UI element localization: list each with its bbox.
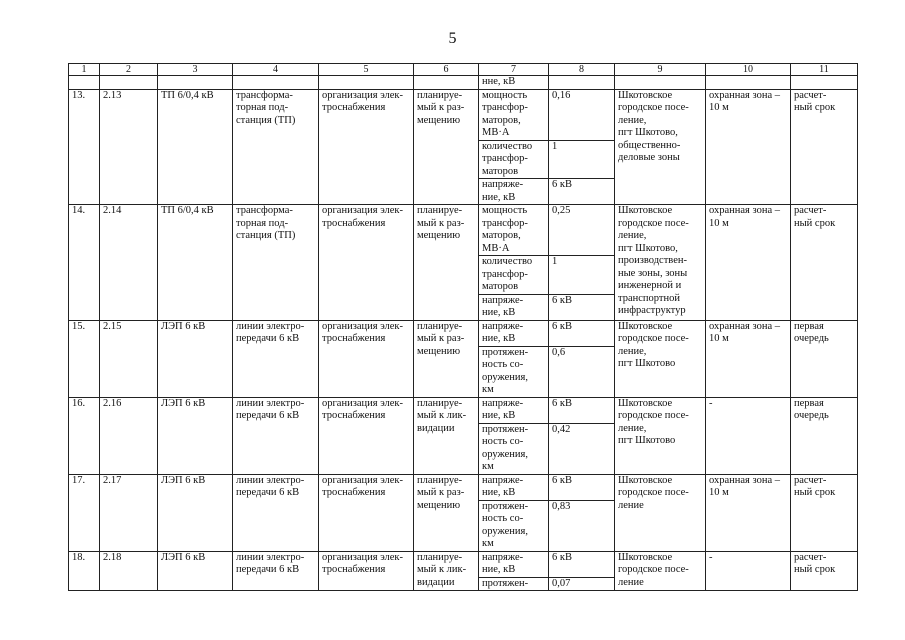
cell-param-value: 6 кВ — [549, 294, 615, 320]
cell-location: Шкотовское городское посе- ление — [615, 551, 706, 591]
cell-protection-zone: - — [706, 397, 791, 474]
cell-param-value: 1 — [549, 256, 615, 295]
cell-param-value: 6 кВ — [549, 179, 615, 205]
cell-object-name: ТП 6/0,4 кВ — [158, 89, 233, 205]
column-header: 8 — [549, 64, 615, 76]
cell-empty — [319, 76, 414, 90]
cell-param-name: напряже- ние, кВ — [479, 320, 549, 346]
cell-param-name: протяжен- ность со- оружения, км — [479, 346, 549, 397]
cell-object-type: линии электро- передачи 6 кВ — [233, 551, 319, 591]
cell-protection-zone: - — [706, 551, 791, 591]
cell-object-code: 2.15 — [100, 320, 158, 397]
cell-object-name: ЛЭП 6 кВ — [158, 320, 233, 397]
cell-param-value: 0,42 — [549, 423, 615, 474]
column-header: 6 — [414, 64, 479, 76]
cell-param-name: напряже- ние, кВ — [479, 294, 549, 320]
cell-param-value: 1 — [549, 140, 615, 179]
cell-term: расчет- ный срок — [791, 205, 858, 321]
cell-location: Шкотовское городское посе- ление, пгт Шкотово, общественно- деловые зоны — [615, 89, 706, 205]
cell-param-value: 0,25 — [549, 205, 615, 256]
cell-param-name: протяжен- ность со- оружения, км — [479, 423, 549, 474]
cell-purpose: организация элек- троснабжения — [319, 320, 414, 397]
cell-object-type: трансформа- торная под- станция (ТП) — [233, 205, 319, 321]
cell-object-name: ТП 6/0,4 кВ — [158, 205, 233, 321]
cell-object-type: трансформа- торная под- станция (ТП) — [233, 89, 319, 205]
column-header: 3 — [158, 64, 233, 76]
cell-param-name: мощность трансфор- маторов, МВ·А — [479, 89, 549, 140]
cell-param-name: протяжен- — [479, 577, 549, 591]
table-body — [69, 76, 858, 591]
cell-row-number: 15. — [69, 320, 100, 397]
cell-empty — [69, 76, 100, 90]
page-number: 5 — [448, 30, 457, 47]
table-row — [69, 551, 858, 577]
cell-param-value: 6 кВ — [549, 397, 615, 423]
cell-empty — [100, 76, 158, 90]
column-header: 1 — [69, 64, 100, 76]
cell-param-value: 6 кВ — [549, 320, 615, 346]
column-header: 10 — [706, 64, 791, 76]
cell-empty — [414, 76, 479, 90]
header-row — [69, 64, 858, 76]
cell-row-number: 14. — [69, 205, 100, 321]
column-header: 11 — [791, 64, 858, 76]
table-row — [69, 397, 858, 423]
cell-location: Шкотовское городское посе- ление — [615, 474, 706, 551]
cell-empty — [615, 76, 706, 90]
cell-term: расчет- ный срок — [791, 89, 858, 205]
column-header: 7 — [479, 64, 549, 76]
cell-empty — [158, 76, 233, 90]
table-row — [69, 320, 858, 346]
cell-purpose: организация элек- троснабжения — [319, 551, 414, 591]
cell-empty — [706, 76, 791, 90]
cell-param-name: напряже- ние, кВ — [479, 179, 549, 205]
cell-object-name: ЛЭП 6 кВ — [158, 551, 233, 591]
cell-purpose: организация элек- троснабжения — [319, 89, 414, 205]
cell-object-code: 2.13 — [100, 89, 158, 205]
cell-param-name: напряже- ние, кВ — [479, 474, 549, 500]
cell-empty — [233, 76, 319, 90]
cell-param-name: протяжен- ность со- оружения, км — [479, 500, 549, 551]
cell-protection-zone: охранная зона – 10 м — [706, 205, 791, 321]
cell-param-name: мощность трансфор- маторов, МВ·А — [479, 205, 549, 256]
cell-param-value: 0,83 — [549, 500, 615, 551]
cell-status: планируе- мый к раз- мещению — [414, 89, 479, 205]
objects-table — [68, 63, 858, 591]
cell-location: Шкотовское городское посе- ление, пгт Шкотово, производствен- ные зоны, зоны инженерной и транспортной инфраструктур — [615, 205, 706, 321]
continuation-row — [69, 76, 858, 90]
cell-term: расчет- ный срок — [791, 551, 858, 591]
cell-status: планируе- мый к раз- мещению — [414, 320, 479, 397]
cell-param-value: 0,07 — [549, 577, 615, 591]
cell-object-code: 2.14 — [100, 205, 158, 321]
cell-status: планируе- мый к лик- видации — [414, 551, 479, 591]
cell-object-code: 2.17 — [100, 474, 158, 551]
cell-term: первая очередь — [791, 320, 858, 397]
table-header — [69, 64, 858, 76]
cell-protection-zone: охранная зона – 10 м — [706, 474, 791, 551]
cell-empty — [549, 76, 615, 90]
cell-row-number: 13. — [69, 89, 100, 205]
cell-param-value: 0,6 — [549, 346, 615, 397]
cell-param-name: напряже- ние, кВ — [479, 551, 549, 577]
cell-param-name: нне, кВ — [479, 76, 549, 90]
cell-location: Шкотовское городское посе- ление, пгт Шкотово — [615, 320, 706, 397]
cell-empty — [791, 76, 858, 90]
table-row — [69, 89, 858, 140]
cell-param-name: напряже- ние, кВ — [479, 397, 549, 423]
cell-status: планируе- мый к раз- мещению — [414, 205, 479, 321]
column-header: 9 — [615, 64, 706, 76]
cell-object-type: линии электро- передачи 6 кВ — [233, 474, 319, 551]
column-header: 4 — [233, 64, 319, 76]
cell-row-number: 18. — [69, 551, 100, 591]
cell-purpose: организация элек- троснабжения — [319, 397, 414, 474]
table-row — [69, 205, 858, 256]
cell-purpose: организация элек- троснабжения — [319, 474, 414, 551]
column-header: 5 — [319, 64, 414, 76]
cell-status: планируе- мый к лик- видации — [414, 397, 479, 474]
cell-row-number: 17. — [69, 474, 100, 551]
cell-location: Шкотовское городское посе- ление, пгт Шкотово — [615, 397, 706, 474]
cell-param-name: количество трансфор- маторов — [479, 140, 549, 179]
cell-purpose: организация элек- троснабжения — [319, 205, 414, 321]
cell-param-value: 6 кВ — [549, 474, 615, 500]
cell-param-name: количество трансфор- маторов — [479, 256, 549, 295]
cell-term: расчет- ный срок — [791, 474, 858, 551]
cell-param-value: 0,16 — [549, 89, 615, 140]
column-header: 2 — [100, 64, 158, 76]
cell-term: первая очередь — [791, 397, 858, 474]
cell-object-code: 2.18 — [100, 551, 158, 591]
cell-object-type: линии электро- передачи 6 кВ — [233, 320, 319, 397]
table-row — [69, 474, 858, 500]
cell-protection-zone: охранная зона – 10 м — [706, 89, 791, 205]
cell-status: планируе- мый к раз- мещению — [414, 474, 479, 551]
cell-object-type: линии электро- передачи 6 кВ — [233, 397, 319, 474]
cell-param-value: 6 кВ — [549, 551, 615, 577]
cell-row-number: 16. — [69, 397, 100, 474]
cell-object-name: ЛЭП 6 кВ — [158, 474, 233, 551]
cell-protection-zone: охранная зона – 10 м — [706, 320, 791, 397]
cell-object-code: 2.16 — [100, 397, 158, 474]
cell-object-name: ЛЭП 6 кВ — [158, 397, 233, 474]
